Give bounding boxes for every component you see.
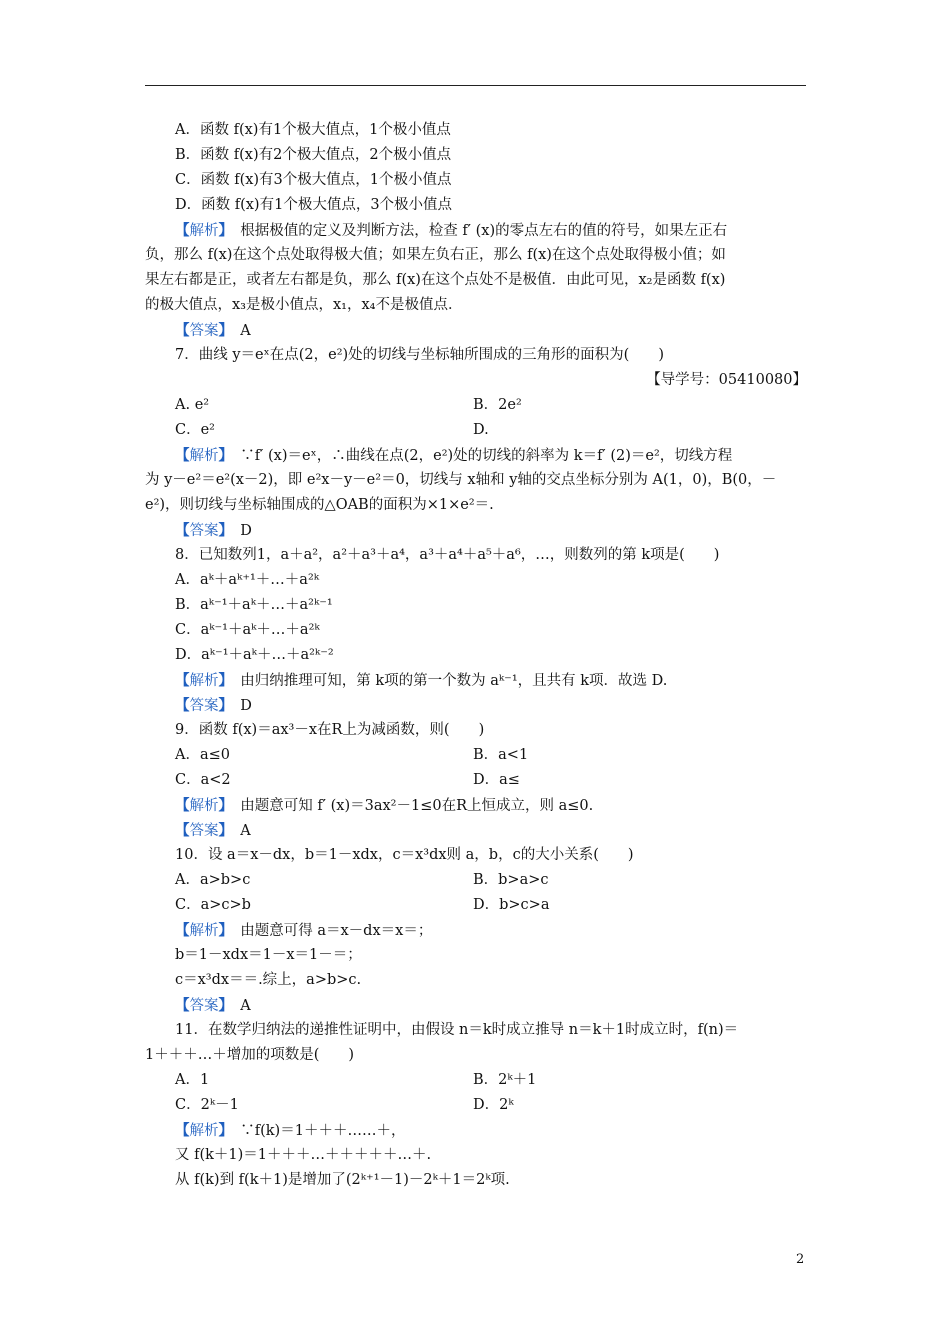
q11-analysis-line-3: 从 f(k)到 f(k＋1)是增加了(2ᵏ⁺¹－1)－2ᵏ＋1＝2ᵏ项. — [175, 1172, 510, 1188]
q9-option-a: A．a≤0 — [175, 747, 230, 763]
q10-analysis-line-2: b＝1－xdx＝1－x＝1－＝； — [175, 947, 362, 963]
q7-option-b: B．2e² — [473, 397, 522, 413]
q7-analysis-line-2: 为 y－e²＝e²(x－2)，即 e²x－y－e²＝0，切线与 x轴和 y轴的交点坐标分别为 A(1，0)，B(0，－ — [145, 472, 777, 488]
q11-option-d: D．2ᵏ — [473, 1097, 514, 1113]
q8-option-b: B．aᵏ⁻¹＋aᵏ＋…＋a²ᵏ⁻¹ — [175, 597, 333, 613]
analysis-tag: 【解析】 — [175, 1122, 226, 1139]
page-number: 2 — [796, 1252, 805, 1267]
analysis-tag: 【解析】 — [175, 922, 226, 939]
q8-answer: 【答案】 D — [175, 697, 252, 714]
q10-option-d: D．b>c>a — [473, 897, 550, 913]
q8-option-a: A．aᵏ＋aᵏ⁺¹＋…＋a²ᵏ — [175, 572, 320, 588]
header-rule — [145, 85, 806, 86]
q10-option-b: B．b>a>c — [473, 872, 549, 888]
answer-tag: 【答案】 — [175, 697, 226, 714]
q9-options-row-2 — [145, 768, 807, 793]
q6-answer: 【答案】 A — [175, 322, 251, 339]
q9-option-d: D．a≤ — [473, 772, 520, 788]
answer-tag: 【答案】 — [175, 997, 226, 1014]
q6-analysis-line-4: 的极大值点，x₃是极小值点，x₁，x₄不是极值点． — [145, 297, 463, 313]
q6-analysis-line-2: 负，那么 f(x)在这个点处取得极大值；如果左负右正，那么 f(x)在这个点处取得极小值；如 — [145, 247, 726, 263]
q10-options-row-2 — [145, 893, 807, 918]
q7-options-row-2 — [145, 418, 807, 443]
q11-stem-line-1: 11．在数学归纳法的递推性证明中，由假设 n＝k时成立推导 n＝k＋1时成立时，f(n)＝ — [175, 1022, 739, 1038]
q10-answer: 【答案】 A — [175, 997, 251, 1014]
answer-tag: 【答案】 — [175, 522, 226, 539]
q9-stem: 9．函数 f(x)＝ax³－x在R上为减函数，则( ) — [175, 722, 485, 738]
q8-stem: 8．已知数列1，a＋a²，a²＋a³＋a⁴，a³＋a⁴＋a⁵＋a⁶，…，则数列的第 k项是( ) — [175, 547, 720, 563]
q6-analysis-line-3: 果左右都是正，或者左右都是负，那么 f(x)在这个点处不是极值．由此可见，x₂是函数 f(x) — [145, 272, 726, 288]
q8-analysis: 【解析】 由归纳推理可知，第 k项的第一个数为 aᵏ⁻¹，且共有 k项．故选 D. — [175, 672, 668, 689]
q7-option-d: D. — [473, 422, 489, 438]
analysis-tag: 【解析】 — [175, 672, 226, 689]
q11-options-row-2 — [145, 1093, 807, 1118]
q6-option-a: A．函数 f(x)有1个极大值点，1个极小值点 — [175, 122, 451, 138]
q11-option-a: A．1 — [175, 1072, 210, 1088]
q6-analysis-line-1: 【解析】 根据极值的定义及判断方法，检查 f′ (x)的零点左右的值的符号，如果左正右 — [175, 222, 728, 239]
answer-tag: 【答案】 — [175, 822, 226, 839]
analysis-tag: 【解析】 — [175, 222, 226, 239]
q7-guide-number: 【导学号：05410080】 — [646, 372, 807, 388]
answer-tag: 【答案】 — [175, 322, 226, 339]
q11-option-b: B．2ᵏ＋1 — [473, 1072, 537, 1088]
q9-option-c: C．a<2 — [175, 772, 231, 788]
q10-options-row-1 — [145, 868, 807, 893]
q9-answer: 【答案】 A — [175, 822, 251, 839]
q6-option-d: D．函数 f(x)有1个极大值点，3个极小值点 — [175, 197, 453, 213]
q10-stem: 10．设 a＝x－dx，b＝1－xdx，c＝x³dx则 a，b，c的大小关系( ) — [175, 847, 634, 863]
q9-analysis: 【解析】 由题意可知 f′ (x)＝3ax²－1≤0在R上恒成立，则 a≤0. — [175, 797, 594, 814]
q7-option-a: A. e² — [175, 397, 210, 413]
q11-options-row-1 — [145, 1068, 807, 1093]
q10-analysis-line-3: c＝x³dx＝＝.综上，a>b>c. — [175, 972, 362, 988]
q8-option-c: C．aᵏ⁻¹＋aᵏ＋…＋a²ᵏ — [175, 622, 320, 638]
q7-option-c: C．e² — [175, 422, 215, 438]
q7-options-row-1 — [145, 393, 807, 418]
q9-options-row-1 — [145, 743, 807, 768]
analysis-tag: 【解析】 — [175, 447, 226, 464]
q11-stem-line-2: 1＋＋＋…＋增加的项数是( ) — [145, 1047, 355, 1063]
q8-option-d: D．aᵏ⁻¹＋aᵏ＋…＋a²ᵏ⁻² — [175, 647, 334, 663]
q7-stem: 7．曲线 y＝eˣ在点(2，e²)处的切线与坐标轴所围成的三角形的面积为( ) — [175, 347, 664, 363]
q6-option-b: B．函数 f(x)有2个极大值点，2个极小值点 — [175, 147, 452, 163]
q7-answer: 【答案】 D — [175, 522, 252, 539]
q10-analysis: 【解析】 由题意可得 a＝x－dx＝x＝； — [175, 922, 433, 939]
q10-option-c: C．a>c>b — [175, 897, 251, 913]
q6-option-c: C．函数 f(x)有3个极大值点，1个极小值点 — [175, 172, 452, 188]
q11-option-c: C．2ᵏ－1 — [175, 1097, 239, 1113]
q11-analysis: 【解析】 ∵f(k)＝1＋＋＋……＋， — [175, 1122, 406, 1139]
q7-analysis-line-3: e²)，则切线与坐标轴围成的△OAB的面积为×1×e²＝. — [145, 497, 494, 513]
document-body — [145, 118, 807, 1193]
q11-analysis-line-2: 又 f(k＋1)＝1＋＋＋…＋＋＋＋＋…＋. — [175, 1147, 432, 1163]
q9-option-b: B．a<1 — [473, 747, 529, 763]
analysis-tag: 【解析】 — [175, 797, 226, 814]
q10-option-a: A．a>b>c — [175, 872, 251, 888]
q7-analysis-line-1: 【解析】 ∵f′ (x)＝eˣ，∴曲线在点(2，e²)处的切线的斜率为 k＝f′ (2)＝e²，切线方程 — [175, 447, 733, 464]
